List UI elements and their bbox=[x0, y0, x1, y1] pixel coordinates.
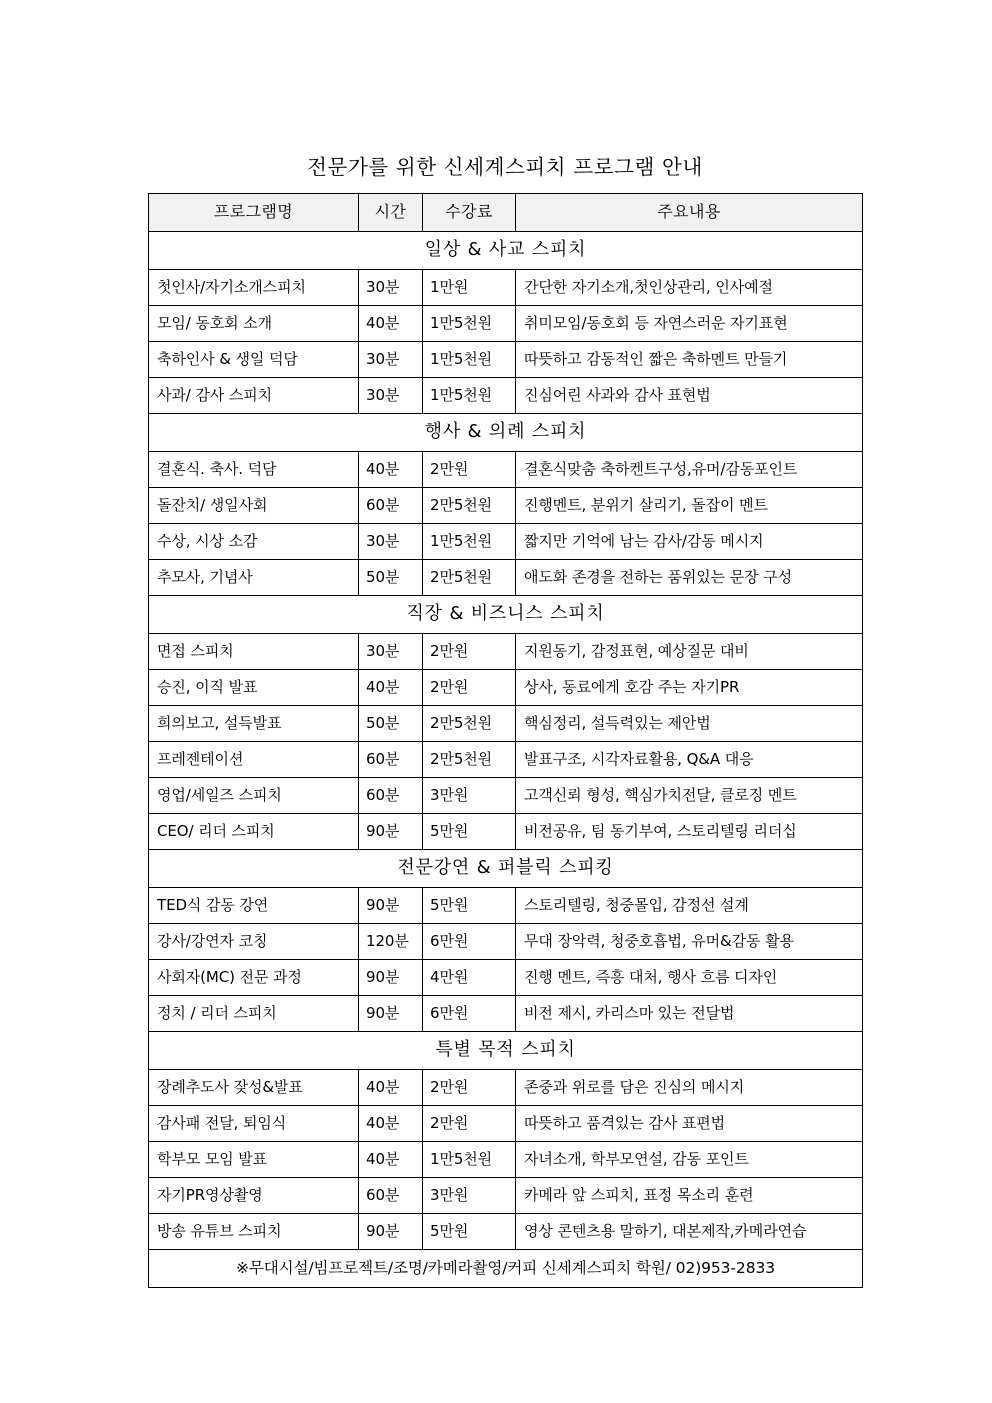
cell-fee: 2만원 bbox=[423, 634, 516, 670]
cell-time: 50분 bbox=[359, 706, 423, 742]
table-row bbox=[149, 1142, 863, 1178]
cell-program-name: 수상, 시상 소감 bbox=[149, 524, 359, 560]
section-header-label: 전문강연 & 퍼블릭 스피킹 bbox=[149, 850, 863, 888]
table-row bbox=[149, 888, 863, 924]
cell-program-name: 축하인사 & 생일 덕담 bbox=[149, 342, 359, 378]
cell-time: 90분 bbox=[359, 814, 423, 850]
table-footer-row bbox=[149, 1250, 863, 1288]
cell-program-name: 자기PR영상촬영 bbox=[149, 1178, 359, 1214]
cell-program-name: 희의보고, 설득발표 bbox=[149, 706, 359, 742]
cell-program-name: 장례추도사 잦성&발표 bbox=[149, 1070, 359, 1106]
cell-description: 비전공유, 팀 동기부여, 스토리텔링 리더십 bbox=[516, 814, 863, 850]
footer-note: ※무대시설/빔프로젝트/조명/카메라촬영/커피 신세계스피치 학원/ 02)953-2833 bbox=[149, 1250, 863, 1288]
cell-program-name: 돌잔치/ 생일사회 bbox=[149, 488, 359, 524]
table-row bbox=[149, 560, 863, 596]
cell-fee: 6만원 bbox=[423, 924, 516, 960]
table-row bbox=[149, 634, 863, 670]
cell-time: 60분 bbox=[359, 778, 423, 814]
program-table-container bbox=[148, 193, 862, 1288]
cell-fee: 1만5천원 bbox=[423, 524, 516, 560]
table-row bbox=[149, 706, 863, 742]
cell-fee: 6만원 bbox=[423, 996, 516, 1032]
table-row bbox=[149, 342, 863, 378]
section-header-label: 특별 목적 스피치 bbox=[149, 1032, 863, 1070]
cell-fee: 2만5천원 bbox=[423, 560, 516, 596]
cell-program-name: 승진, 이직 발표 bbox=[149, 670, 359, 706]
table-row bbox=[149, 378, 863, 414]
table-row bbox=[149, 814, 863, 850]
table-row bbox=[149, 742, 863, 778]
cell-fee: 1만원 bbox=[423, 270, 516, 306]
section-header-row bbox=[149, 596, 863, 634]
section-header-row bbox=[149, 850, 863, 888]
cell-description: 비전 제시, 카리스마 있는 전달법 bbox=[516, 996, 863, 1032]
cell-fee: 3만원 bbox=[423, 1178, 516, 1214]
cell-program-name: 모임/ 동호회 소개 bbox=[149, 306, 359, 342]
cell-fee: 2만5천원 bbox=[423, 742, 516, 778]
cell-time: 90분 bbox=[359, 996, 423, 1032]
table-row bbox=[149, 488, 863, 524]
cell-time: 30분 bbox=[359, 342, 423, 378]
cell-time: 30분 bbox=[359, 634, 423, 670]
cell-time: 40분 bbox=[359, 1142, 423, 1178]
cell-description: 진행 멘트, 즉흥 대처, 행사 흐름 디자인 bbox=[516, 960, 863, 996]
cell-fee: 5만원 bbox=[423, 1214, 516, 1250]
cell-fee: 1만5천원 bbox=[423, 1142, 516, 1178]
cell-description: 따뜻하고 감동적인 짧은 축하멘트 만들기 bbox=[516, 342, 863, 378]
table-row bbox=[149, 524, 863, 560]
cell-description: 자녀소개, 학부모연설, 감동 포인트 bbox=[516, 1142, 863, 1178]
section-header-label: 행사 & 의례 스피치 bbox=[149, 414, 863, 452]
cell-time: 40분 bbox=[359, 670, 423, 706]
cell-description: 진심어린 사과와 감사 표현법 bbox=[516, 378, 863, 414]
cell-time: 50분 bbox=[359, 560, 423, 596]
table-row bbox=[149, 1070, 863, 1106]
cell-program-name: 사과/ 감사 스피치 bbox=[149, 378, 359, 414]
cell-program-name: 프레젠테이션 bbox=[149, 742, 359, 778]
column-header-time: 시간 bbox=[359, 194, 423, 232]
section-header-row bbox=[149, 414, 863, 452]
cell-program-name: 면접 스피치 bbox=[149, 634, 359, 670]
cell-time: 30분 bbox=[359, 378, 423, 414]
table-row bbox=[149, 924, 863, 960]
cell-description: 간단한 자기소개,첫인상관리, 인사예절 bbox=[516, 270, 863, 306]
cell-description: 취미모임/동호회 등 자연스러운 자기표현 bbox=[516, 306, 863, 342]
table-body bbox=[149, 232, 863, 1288]
cell-fee: 2만원 bbox=[423, 1070, 516, 1106]
table-row bbox=[149, 452, 863, 488]
cell-description: 결혼식맞춤 축하켄트구성,유머/감동포인트 bbox=[516, 452, 863, 488]
column-header-description: 주요내용 bbox=[516, 194, 863, 232]
page-title: 전문가를 위한 신세계스피치 프로그램 안내 bbox=[307, 155, 703, 179]
table-row bbox=[149, 270, 863, 306]
cell-fee: 1만5천원 bbox=[423, 306, 516, 342]
program-table bbox=[148, 193, 863, 1288]
column-header-fee: 수강료 bbox=[423, 194, 516, 232]
cell-fee: 4만원 bbox=[423, 960, 516, 996]
cell-description: 존중과 위로를 담은 진심의 메시지 bbox=[516, 1070, 863, 1106]
table-row bbox=[149, 1214, 863, 1250]
cell-program-name: 영업/세일즈 스피치 bbox=[149, 778, 359, 814]
cell-time: 60분 bbox=[359, 742, 423, 778]
table-row bbox=[149, 996, 863, 1032]
cell-program-name: 추모사, 기념사 bbox=[149, 560, 359, 596]
table-row bbox=[149, 778, 863, 814]
cell-program-name: 사회자(MC) 전문 과정 bbox=[149, 960, 359, 996]
section-header-row bbox=[149, 232, 863, 270]
cell-description: 지원동기, 감정표현, 예상질문 대비 bbox=[516, 634, 863, 670]
cell-description: 애도화 존경을 전하는 품위있는 문장 구성 bbox=[516, 560, 863, 596]
cell-time: 90분 bbox=[359, 1214, 423, 1250]
cell-time: 60분 bbox=[359, 488, 423, 524]
cell-time: 40분 bbox=[359, 1070, 423, 1106]
cell-time: 90분 bbox=[359, 888, 423, 924]
section-header-row bbox=[149, 1032, 863, 1070]
table-row bbox=[149, 670, 863, 706]
cell-program-name: 결혼식. 축사. 덕담 bbox=[149, 452, 359, 488]
cell-time: 40분 bbox=[359, 306, 423, 342]
cell-fee: 2만원 bbox=[423, 452, 516, 488]
table-header-row bbox=[149, 194, 863, 232]
cell-description: 따뜻하고 품격있는 감사 표편법 bbox=[516, 1106, 863, 1142]
cell-fee: 2만원 bbox=[423, 1106, 516, 1142]
cell-fee: 3만원 bbox=[423, 778, 516, 814]
section-header-label: 직장 & 비즈니스 스피치 bbox=[149, 596, 863, 634]
column-header-program-name: 프로그램명 bbox=[149, 194, 359, 232]
cell-time: 60분 bbox=[359, 1178, 423, 1214]
cell-program-name: 방송 유튜브 스피치 bbox=[149, 1214, 359, 1250]
cell-description: 상사, 동료에게 호감 주는 자기PR bbox=[516, 670, 863, 706]
cell-time: 90분 bbox=[359, 960, 423, 996]
cell-program-name: 정치 / 리더 스피치 bbox=[149, 996, 359, 1032]
cell-time: 40분 bbox=[359, 1106, 423, 1142]
cell-program-name: CEO/ 리더 스피치 bbox=[149, 814, 359, 850]
cell-program-name: 첫인사/자기소개스피치 bbox=[149, 270, 359, 306]
cell-fee: 5만원 bbox=[423, 814, 516, 850]
cell-time: 30분 bbox=[359, 524, 423, 560]
cell-fee: 1만5천원 bbox=[423, 342, 516, 378]
cell-program-name: 학부모 모임 발표 bbox=[149, 1142, 359, 1178]
cell-description: 핵심정리, 설득력있는 제안법 bbox=[516, 706, 863, 742]
cell-description: 짧지만 기억에 남는 감사/감동 메시지 bbox=[516, 524, 863, 560]
cell-time: 40분 bbox=[359, 452, 423, 488]
cell-time: 30분 bbox=[359, 270, 423, 306]
cell-fee: 2만5천원 bbox=[423, 706, 516, 742]
cell-fee: 5만원 bbox=[423, 888, 516, 924]
table-row bbox=[149, 306, 863, 342]
cell-description: 영상 콘텐츠용 말하기, 대본제작,카메라연습 bbox=[516, 1214, 863, 1250]
cell-description: 진행멘트, 분위기 살리기, 돌잡이 멘트 bbox=[516, 488, 863, 524]
cell-description: 무대 장악력, 청중호흡법, 유머&감동 활용 bbox=[516, 924, 863, 960]
cell-program-name: TED식 감동 강연 bbox=[149, 888, 359, 924]
table-row bbox=[149, 1178, 863, 1214]
cell-fee: 2만원 bbox=[423, 670, 516, 706]
cell-description: 스토리텔링, 청중몰입, 감정선 설계 bbox=[516, 888, 863, 924]
cell-fee: 1만5천원 bbox=[423, 378, 516, 414]
cell-program-name: 강사/강연자 코칭 bbox=[149, 924, 359, 960]
cell-fee: 2만5천원 bbox=[423, 488, 516, 524]
cell-description: 발표구조, 시각자료활용, Q&A 대응 bbox=[516, 742, 863, 778]
cell-time: 120분 bbox=[359, 924, 423, 960]
cell-description: 고객신뢰 형성, 핵심가치전달, 클로징 멘트 bbox=[516, 778, 863, 814]
cell-program-name: 감사패 전달, 퇴임식 bbox=[149, 1106, 359, 1142]
cell-description: 카메라 앞 스피치, 표정 목소리 훈련 bbox=[516, 1178, 863, 1214]
table-row bbox=[149, 1106, 863, 1142]
section-header-label: 일상 & 사교 스피치 bbox=[149, 232, 863, 270]
table-row bbox=[149, 960, 863, 996]
table-header bbox=[149, 194, 863, 232]
